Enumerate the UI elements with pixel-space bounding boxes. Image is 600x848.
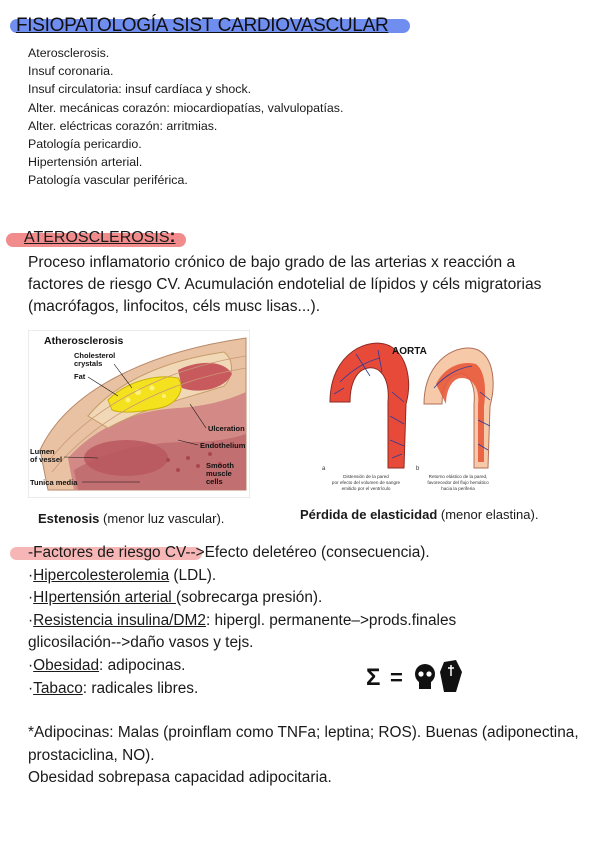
list-item: Alter. eléctricas corazón: arritmias. — [28, 118, 218, 133]
label-crystals-1: Cholesterol — [74, 351, 116, 360]
panel-a-note-3: emitido por el ventrículo — [341, 486, 391, 491]
notes-block — [28, 722, 588, 790]
aorta-label: AORTA — [392, 346, 427, 357]
page-title: FISIOPATOLOGÍA SIST CARDIOVASCULAR — [16, 15, 389, 36]
sigma-symbol: Σ — [366, 664, 381, 691]
label-tunica: Tunica media — [30, 478, 78, 487]
risk-item: ·Tabaco: radicales libres. — [28, 679, 199, 697]
caption-left-rest: (menor luz vascular). — [99, 511, 225, 526]
caption-left-bold: Estenosis — [38, 511, 100, 526]
note-obesidad: Obesidad sobrepasa capacidad adipocitaria. — [28, 769, 332, 787]
label-endothelium: Endothelium — [200, 441, 246, 450]
caption-left — [38, 511, 224, 526]
atherosclerosis-figure — [28, 330, 250, 498]
section-heading: ATEROSCLEROSIS — [24, 229, 170, 246]
label-ulceration: Ulceration — [208, 424, 245, 433]
caption-right-bold: Pérdida de elasticidad — [300, 507, 438, 522]
label-smooth-2: muscle — [206, 469, 232, 478]
risk-heading — [28, 542, 588, 565]
label-smooth-1: Smooth — [206, 461, 234, 470]
risk-item: ·Resistencia insulina/DM2: hipergl. permanente–>prods.finales — [28, 611, 457, 629]
caption-right-rest: (menor elastina). — [437, 507, 539, 522]
risk-factors — [28, 542, 588, 700]
definition-paragraph: Proceso inflamatorio crónico de bajo grado de las arterias x reacción a factores de riesgo CV. Acumulación endotelial de lípidos y céls migratorias (macrófagos, linfocitos, céls musc lisas...). — [28, 254, 542, 316]
list-item: Insuf coronaria. — [28, 64, 114, 79]
list-item: Alter. mecánicas corazón: miocardiopatías, valvulopatías. — [28, 100, 344, 115]
caption-right — [300, 507, 538, 522]
risk-term: Tabaco — [33, 679, 83, 697]
panel-b-letter: b — [416, 466, 420, 472]
risk-item: ·Hipercolesterolemia (LDL). — [28, 566, 217, 584]
panel-b-note-3: hacia la periferia — [441, 486, 475, 491]
risk-item: ·Obesidad: adipocinas. — [28, 656, 186, 674]
risk-item-continuation: glicosilación-->daño vasos y tejs. — [28, 634, 254, 652]
risk-term: Resistencia insulina/DM2 — [33, 611, 206, 629]
panel-a-letter: a — [322, 466, 326, 472]
label-smooth-3: cells — [206, 477, 223, 486]
panel-b-note-2: favorecedor del flujo hemático — [427, 480, 489, 485]
title-block — [16, 15, 388, 37]
list-item: Hipertensión arterial. — [28, 155, 143, 170]
risk-heading-rest: -->Efecto deletéreo (consecuencia). — [185, 544, 430, 561]
section-heading-block — [24, 226, 176, 247]
label-fat: Fat — [74, 372, 86, 381]
topic-list — [28, 44, 343, 190]
risk-term: Obesidad — [33, 656, 100, 674]
section-heading-colon: : — [169, 226, 176, 246]
list-item: Insuf circulatoria: insuf cardíaca y shock. — [28, 82, 252, 97]
note-adipocinas: *Adipocinas: Malas (proinflam como TNFa; leptina; ROS). Buenas (adiponectina, prostaciclina, NO). — [28, 724, 579, 764]
panel-a-note-1: Distensión de la pared — [343, 474, 389, 479]
list-item: Aterosclerosis. — [28, 46, 110, 60]
risk-heading-label: -Factores de riesgo CV — [28, 544, 186, 561]
risk-term: Hipercolesterolemia — [33, 566, 170, 584]
formula-sticker — [356, 652, 480, 702]
panel-b-note-1: Retorno elástico de la pared, — [428, 474, 488, 479]
risk-term: HIpertensión arterial — [33, 589, 177, 607]
aorta-figure — [320, 332, 498, 495]
risk-item: ·HIpertensión arterial (sobrecarga presión). — [28, 589, 323, 607]
list-item: Patología vascular periférica. — [28, 173, 188, 188]
label-crystals-2: crystals — [74, 359, 103, 368]
label-lumen-2: of vessel — [30, 455, 63, 464]
panel-a-note-2: por efecto del volumen de sangre — [331, 480, 401, 485]
label-lumen-1: Lumen — [30, 447, 55, 456]
figure-title: Atherosclerosis — [44, 335, 124, 347]
equals-symbol: = — [390, 665, 403, 690]
list-item: Patología pericardio. — [28, 137, 142, 152]
